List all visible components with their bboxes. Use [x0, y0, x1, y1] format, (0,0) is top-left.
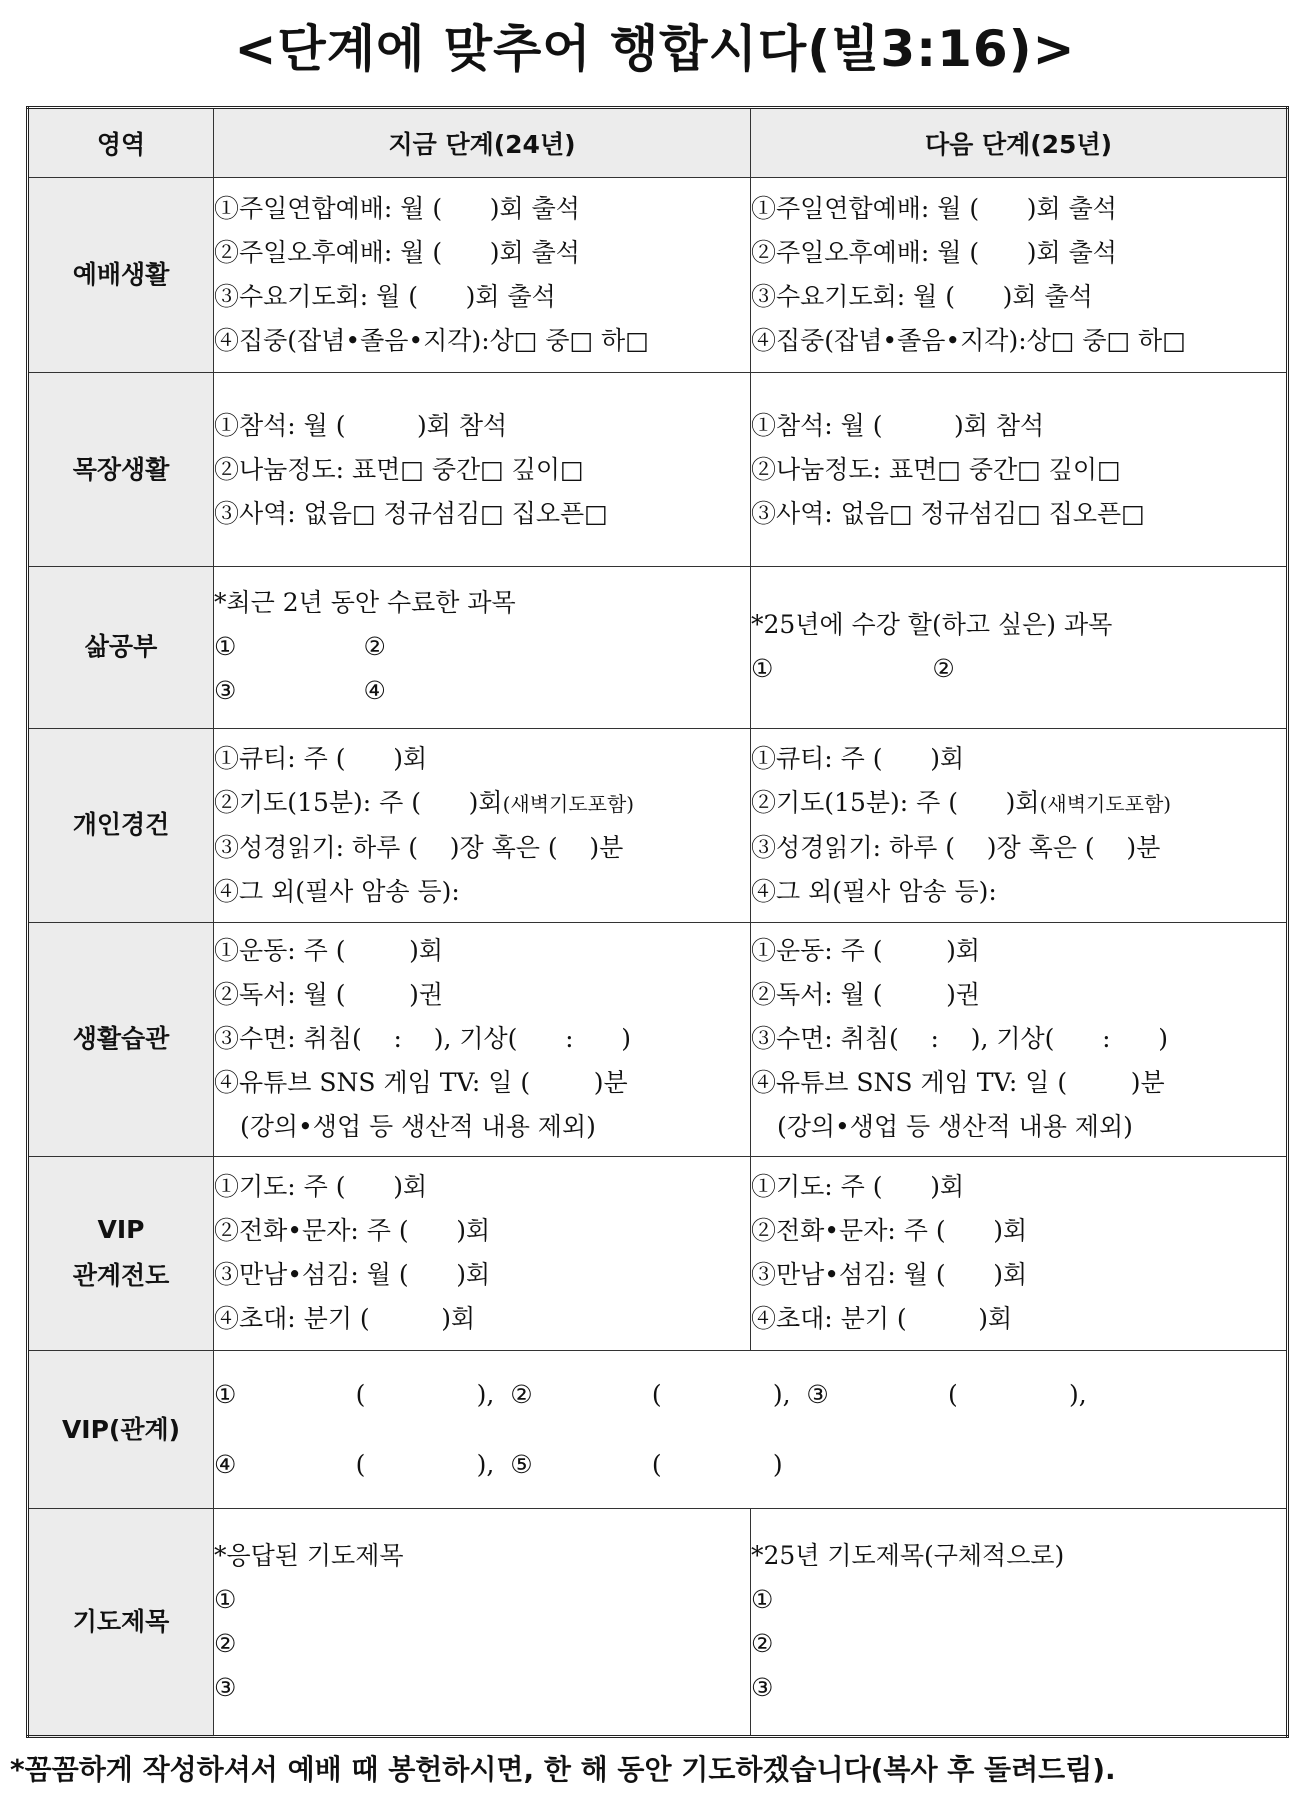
- vip-evangelism-next-cell[interactable]: [751, 1156, 1288, 1350]
- devotion-next-line-2: [751, 781, 1286, 826]
- habits-current-line-4: ④유튜브 SNS 게임 TV: 일 ( )분: [214, 1068, 628, 1098]
- worship-current-line-1: ①주일연합예배: 월 ( )회 출석: [214, 193, 580, 223]
- habits-current-cell[interactable]: [214, 922, 751, 1156]
- study-current-line-3: ③ ④: [214, 676, 386, 706]
- category-vip-evangelism-line-2: 관계전도: [72, 1261, 170, 1291]
- study-next-cell[interactable]: [751, 567, 1288, 728]
- cell-next-line-1: ①참석: 월 ( )회 참석: [751, 410, 1045, 440]
- vip-relation-line-1: ① ( ), ② ( ), ③ ( ),: [214, 1379, 1087, 1409]
- row-vip-evangelism: [28, 1156, 1288, 1350]
- study-next-line-2: ① ②: [751, 654, 955, 684]
- habits-current-line-1: ①운동: 주 ( )회: [214, 936, 443, 966]
- devotion-next-line-4: ④그 외(필사 암송 등):: [751, 876, 997, 906]
- worship-current-line-2: ②주일오후예배: 월 ( )회 출석: [214, 237, 580, 267]
- category-vip-evangelism-line-1: VIP: [97, 1215, 145, 1245]
- worship-current-line-4: ④집중(잡념•졸음•지각):상□ 중□ 하□: [214, 325, 649, 355]
- worship-current-line-3: ③수요기도회: 월 ( )회 출석: [214, 281, 556, 311]
- cell-next-cell[interactable]: [751, 372, 1288, 566]
- prayer-next-line-3: ②: [751, 1629, 774, 1659]
- prayer-next-cell[interactable]: [751, 1509, 1288, 1737]
- row-devotion: [28, 728, 1288, 922]
- worship-next-cell[interactable]: [751, 177, 1288, 372]
- habits-next-line-5: (강의•생업 등 생산적 내용 제외): [777, 1112, 1133, 1142]
- devotion-next-line-3: ③성경읽기: 하루 ( )장 혹은 ( )분: [751, 832, 1161, 862]
- page-title: <단계에 맞추어 행합시다(빌3:16)>: [234, 20, 1076, 78]
- habits-current-line-3: ③수면: 취침( : ), 기상( : ): [214, 1024, 631, 1054]
- devotion-current-line-3: ③성경읽기: 하루 ( )장 혹은 ( )분: [214, 832, 624, 862]
- devotion-next-prayer-note: (새벽기도포함): [1039, 791, 1172, 816]
- cell-current-line-2: ②나눔정도: 표면□ 중간□ 깊이□: [214, 454, 584, 484]
- header-row: [28, 108, 1288, 178]
- devotion-next-line-1: ①큐티: 주 ( )회: [751, 743, 965, 773]
- worship-next-line-4: ④집중(잡념•졸음•지각):상□ 중□ 하□: [751, 325, 1186, 355]
- study-next-line-1: *25년에 수강 할(하고 싶은) 과목: [751, 610, 1113, 640]
- devotion-next-prayer-text: ②기도(15분): 주 ( )회: [751, 787, 1040, 817]
- header-next-stage: 다음 단계(25년): [751, 108, 1288, 178]
- header-category: 영역: [28, 108, 214, 178]
- category-vip-evangelism: [28, 1156, 214, 1350]
- category-habits: 생활습관: [28, 922, 214, 1156]
- cell-next-line-3: ③사역: 없음□ 정규섬김□ 집오픈□: [751, 498, 1145, 528]
- vip-evangelism-next-line-4: ④초대: 분기 ( )회: [751, 1304, 1013, 1334]
- study-current-line-2: ① ②: [214, 632, 386, 662]
- devotion-current-line-1: ①큐티: 주 ( )회: [214, 743, 428, 773]
- worship-next-line-2: ②주일오후예배: 월 ( )회 출석: [751, 237, 1117, 267]
- habits-next-line-2: ②독서: 월 ( )권: [751, 980, 980, 1010]
- row-prayer: [28, 1509, 1288, 1737]
- vip-evangelism-current-line-4: ④초대: 분기 ( )회: [214, 1304, 476, 1334]
- prayer-current-line-3: ②: [214, 1629, 237, 1659]
- category-worship: 예배생활: [28, 177, 214, 372]
- worship-current-cell[interactable]: [214, 177, 751, 372]
- category-vip-relation: VIP(관계): [28, 1351, 214, 1509]
- prayer-current-line-4: ③: [214, 1673, 237, 1703]
- prayer-current-line-1: *응답된 기도제목: [214, 1541, 404, 1571]
- vip-evangelism-current-cell[interactable]: [214, 1156, 751, 1350]
- cell-current-cell[interactable]: [214, 372, 751, 566]
- prayer-next-line-2: ①: [751, 1585, 774, 1615]
- vip-evangelism-current-line-3: ③만남•섬김: 월 ( )회: [214, 1260, 491, 1290]
- cell-next-line-2: ②나눔정도: 표면□ 중간□ 깊이□: [751, 454, 1121, 484]
- category-cell-group: 목장생활: [28, 372, 214, 566]
- habits-next-line-4: ④유튜브 SNS 게임 TV: 일 ( )분: [751, 1068, 1165, 1098]
- devotion-next-cell[interactable]: [751, 728, 1288, 922]
- vip-evangelism-current-line-2: ②전화•문자: 주 ( )회: [214, 1216, 491, 1246]
- category-study: 삶공부: [28, 567, 214, 728]
- prayer-next-line-4: ③: [751, 1673, 774, 1703]
- prayer-current-line-2: ①: [214, 1585, 237, 1615]
- plan-form-table: [26, 106, 1289, 1738]
- study-current-line-1: *최근 2년 동안 수료한 과목: [214, 588, 516, 618]
- row-vip-relation: [28, 1351, 1288, 1509]
- habits-next-line-1: ①운동: 주 ( )회: [751, 936, 980, 966]
- habits-current-line-2: ②독서: 월 ( )권: [214, 980, 443, 1010]
- row-study: [28, 567, 1288, 728]
- vip-evangelism-next-line-1: ①기도: 주 ( )회: [751, 1172, 965, 1202]
- header-current-stage: 지금 단계(24년): [214, 108, 751, 178]
- devotion-current-line-2: [214, 781, 750, 826]
- row-cell-group: [28, 372, 1288, 566]
- worship-next-line-1: ①주일연합예배: 월 ( )회 출석: [751, 193, 1117, 223]
- category-prayer: 기도제목: [28, 1509, 214, 1737]
- vip-evangelism-next-line-2: ②전화•문자: 주 ( )회: [751, 1216, 1028, 1246]
- vip-evangelism-current-line-1: ①기도: 주 ( )회: [214, 1172, 428, 1202]
- devotion-current-line-4: ④그 외(필사 암송 등):: [214, 876, 460, 906]
- study-current-cell[interactable]: [214, 567, 751, 728]
- cell-current-line-3: ③사역: 없음□ 정규섬김□ 집오픈□: [214, 498, 608, 528]
- prayer-next-line-1: *25년 기도제목(구체적으로): [751, 1541, 1065, 1571]
- row-habits: [28, 922, 1288, 1156]
- habits-current-line-5: (강의•생업 등 생산적 내용 제외): [240, 1112, 596, 1142]
- footer-note: *꼼꼼하게 작성하셔서 예배 때 봉헌하시면, 한 해 동안 기도하겠습니다(복사 후 돌려드림).: [10, 1753, 1116, 1786]
- devotion-current-prayer-note: (새벽기도포함): [502, 791, 635, 816]
- row-worship: [28, 177, 1288, 372]
- vip-evangelism-next-line-3: ③만남•섬김: 월 ( )회: [751, 1260, 1028, 1290]
- habits-next-line-3: ③수면: 취침( : ), 기상( : ): [751, 1024, 1168, 1054]
- vip-relation-line-2: ④ ( ), ⑤ ( ): [214, 1449, 783, 1479]
- devotion-current-prayer-text: ②기도(15분): 주 ( )회: [214, 787, 503, 817]
- prayer-current-cell[interactable]: [214, 1509, 751, 1737]
- worship-next-line-3: ③수요기도회: 월 ( )회 출석: [751, 281, 1093, 311]
- habits-next-cell[interactable]: [751, 922, 1288, 1156]
- category-devotion: 개인경건: [28, 728, 214, 922]
- cell-current-line-1: ①참석: 월 ( )회 참석: [214, 410, 508, 440]
- devotion-current-cell[interactable]: [214, 728, 751, 922]
- vip-relation-cell[interactable]: [214, 1351, 1288, 1509]
